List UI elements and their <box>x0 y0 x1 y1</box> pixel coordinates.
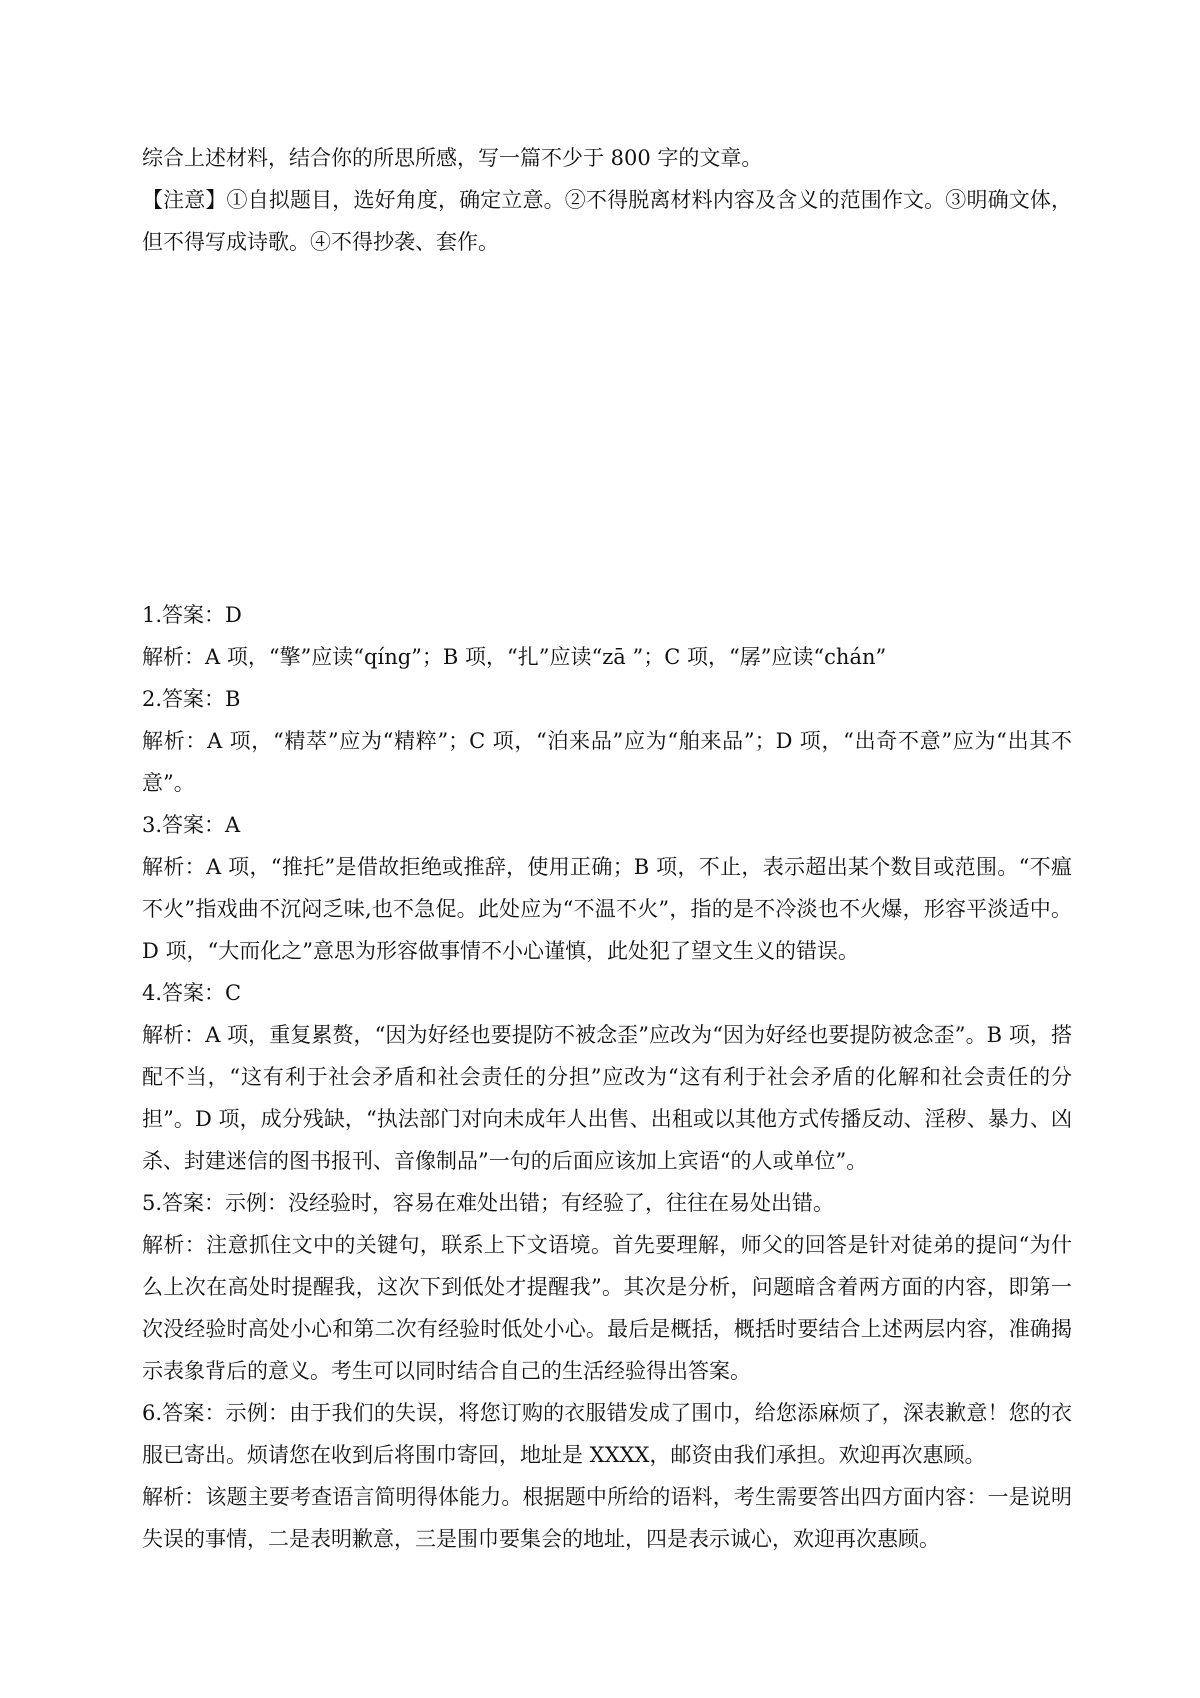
analysis-paragraph-6: 解析：该题主要考查语言简明得体能力。根据题中所给的语料，考生需要答出四方面内容：一是说明失误的事情，二是表明歉意，三是围巾要集会的地址，四是表示诚心，欢迎再次惠顾。 <box>142 1485 1072 1551</box>
analysis-paragraph-1: 解析：A 项，“擎”应读“qíng”；B 项，“扎”应读“zā ”；C 项，“孱”应读“chán” <box>142 645 887 669</box>
answer-line-2: 2.答案：B <box>142 687 241 711</box>
answer-line-4: 4.答案：C <box>142 981 242 1005</box>
answer-line-1: 1.答案：D <box>142 603 242 627</box>
answer-line-5: 5.答案：示例：没经验时，容易在难处出错；有经验了，往往在易处出错。 <box>142 1191 835 1215</box>
analysis-paragraph-3: 解析：A 项，“推托”是借故拒绝或推辞，使用正确；B 项，不止，表示超出某个数目或范围。“不瘟不火”指戏曲不沉闷乏味,也不急促。此处应为“不温不火”，指的是不冷淡也不火爆，形容平淡适中。D 项，“大而化之”意思为形容做事情不小心谨慎，此处犯了望文生义的错误。 <box>142 855 1072 963</box>
essay-instruction: 综合上述材料，结合你的所思所感，写一篇不少于 800 字的文章。 <box>142 146 763 170</box>
answer-line-3: 3.答案：A <box>142 813 241 837</box>
essay-notice: 【注意】①自拟题目，选好角度，确定立意。②不得脱离材料内容及含义的范围作文。③明确文体，但不得写成诗歌。④不得抄袭、套作。 <box>142 188 1072 254</box>
answer-line-6: 6.答案：示例：由于我们的失误，将您订购的衣服错发成了围巾，给您添麻烦了，深表歉意！您的衣服已寄出。烦请您在收到后将围巾寄回，地址是 XXXX，邮资由我们承担。欢迎再次惠顾。 <box>142 1401 1072 1467</box>
answer-key-section <box>142 594 1072 1560</box>
analysis-paragraph-2: 解析：A 项，“精萃”应为“精粹”；C 项，“泊来品”应为“舶来品”；D 项，“出奇不意”应为“出其不意”。 <box>142 729 1072 795</box>
analysis-paragraph-4: 解析：A 项，重复累赘，“因为好经也要提防不被念歪”应改为“因为好经也要提防被念歪”。B 项，搭配不当，“这有利于社会矛盾和社会责任的分担”应改为“这有利于社会矛盾的化解和社会责任的分担”。D 项，成分残缺，“执法部门对向未成年人出售、出租或以其他方式传播反动、淫秽、暴力、凶杀、封建迷信的图书报刊、音像制品”一句的后面应该加上宾语“的人或单位”。 <box>142 1023 1072 1173</box>
essay-prompt-section <box>142 137 1072 263</box>
analysis-paragraph-5: 解析：注意抓住文中的关键句，联系上下文语境。首先要理解，师父的回答是针对徒弟的提问“为什么上次在高处时提醒我，这次下到低处才提醒我”。其次是分析，问题暗含着两方面的内容，即第一次没经验时高处小心和第二次有经验时低处小心。最后是概括，概括时要结合上述两层内容，准确揭示表象背后的意义。考生可以同时结合自己的生活经验得出答案。 <box>142 1233 1072 1383</box>
